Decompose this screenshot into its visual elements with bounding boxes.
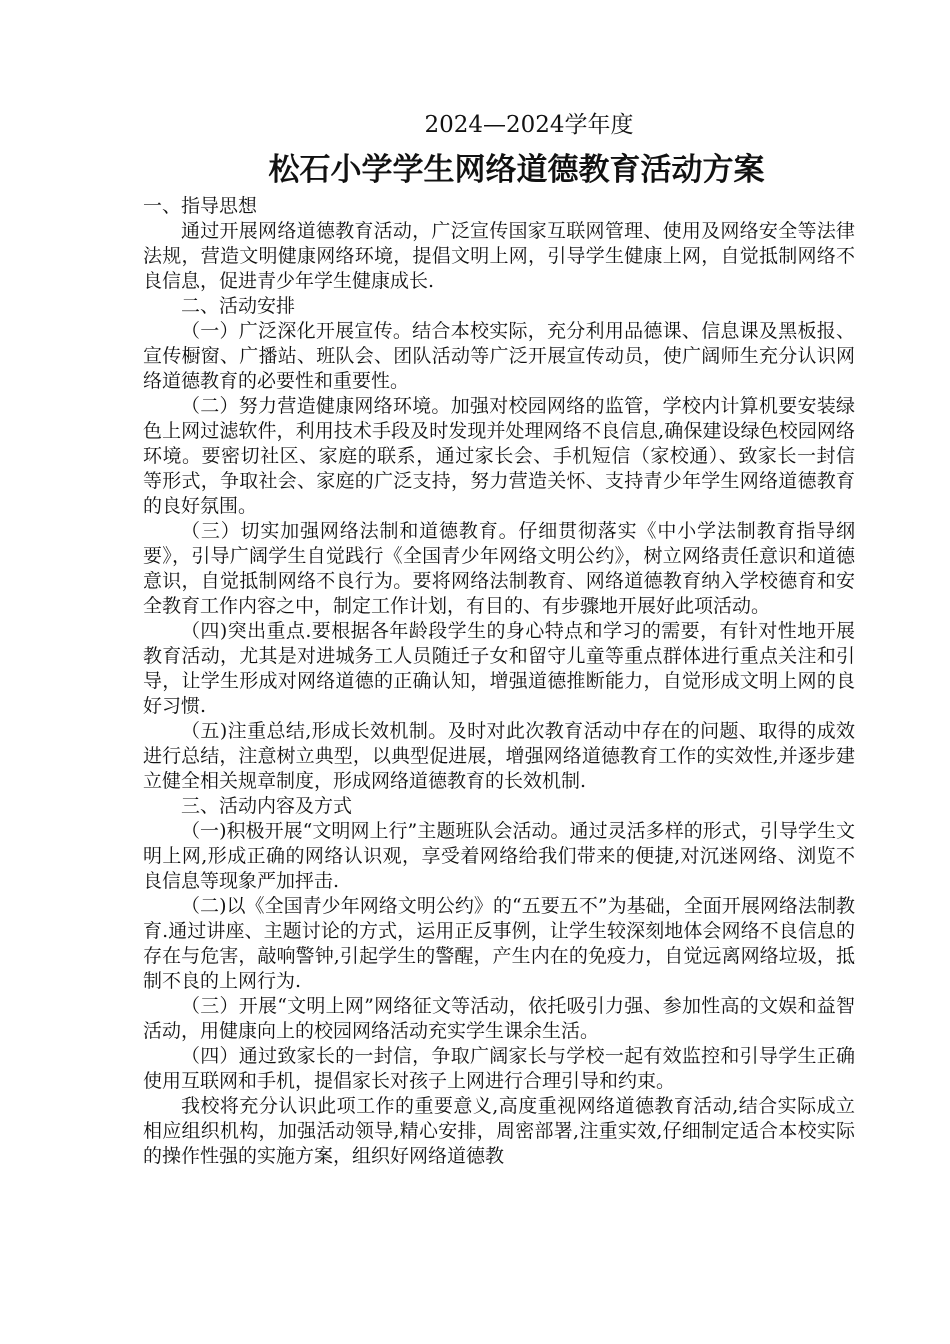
paragraph: （三）开展“文明上网”网络征文等活动，依托吸引力强、参加性高的文娱和益智活动，用健康向上的校园网络活动充实学生课余生活。	[143, 995, 855, 1042]
paragraph: （一)积极开展“文明网上行”主题班队会活动。通过灵活多样的形式，引导学生文明上网,形成正确的网络认识观，享受着网络给我们带来的便捷,对沉迷网络、浏览不良信息等现象严加抨击.	[143, 820, 855, 892]
paragraph: （二）努力营造健康网络环境。加强对校园网络的监管，学校内计算机要安装绿色上网过滤软件，利用技术手段及时发现并处理网络不良信息,确保建设绿色校园网络环境。要密切社区、家庭的联系，通过家长会、手机短信（家校通）、致家长一封信等形式，争取社会、家庭的广泛支持，努力营造关怀、支持青少年学生网络道德教育的良好氛围。	[143, 395, 855, 517]
section-heading-activity-arrangement: 二、活动安排	[181, 295, 296, 317]
section-heading-content-and-methods: 三、活动内容及方式	[181, 795, 353, 817]
paragraph: 我校将充分认识此项工作的重要意义,高度重视网络道德教育活动,结合实际成立相应组织机构，加强活动领导,精心安排，周密部署,注重实效,仔细制定适合本校实际的操作性强的实施方案，组织好网络道德教	[143, 1095, 855, 1167]
paragraph: （二)以《全国青少年网络文明公约》的“五要五不”为基础，全面开展网络法制教育.通过讲座、主题讨论的方式，运用正反事例，让学生较深刻地体会网络不良信息的存在与危害，敲响警钟,引起学生的警醒，产生内在的免疫力，自觉远离网络垃圾，抵制不良的上网行为.	[143, 895, 855, 992]
paragraph: 通过开展网络道德教育活动，广泛宣传国家互联网管理、使用及网络安全等法律法规，营造文明健康网络环境，提倡文明上网，引导学生健康上网，自觉抵制网络不良信息，促进青少年学生健康成长.	[143, 220, 855, 292]
section-heading-guiding-ideology: 一、指导思想	[143, 195, 258, 217]
document-year: 2024—2024学年度	[424, 112, 634, 138]
paragraph: （五)注重总结,形成长效机制。及时对此次教育活动中存在的问题、取得的成效进行总结，注意树立典型，以典型促进展，增强网络道德教育工作的实效性,并逐步建立健全相关规章制度，形成网络道德教育的长效机制.	[143, 720, 855, 792]
paragraph: （四)突出重点.要根据各年龄段学生的身心特点和学习的需要，有针对性地开展教育活动，尤其是对进城务工人员随迁子女和留守儿童等重点群体进行重点关注和引导，让学生形成对网络道德的正确认知，增强道德推断能力，自觉形成文明上网的良好习惯.	[143, 620, 855, 717]
paragraph: （三）切实加强网络法制和道德教育。仔细贯彻落实《中小学法制教育指导纲要》，引导广阔学生自觉践行《全国青少年网络文明公约》，树立网络责任意识和道德意识，自觉抵制网络不良行为。要将网络法制教育、网络道德教育纳入学校德育和安全教育工作内容之中，制定工作计划，有目的、有步骤地开展好此项活动。	[143, 520, 855, 617]
document-title: 松石小学学生网络道德教育活动方案	[268, 152, 765, 188]
paragraph: （一）广泛深化开展宣传。结合本校实际，充分利用品德课、信息课及黑板报、宣传橱窗、广播站、班队会、团队活动等广泛开展宣传动员，使广阔师生充分认识网络道德教育的必要性和重要性。	[143, 320, 855, 392]
paragraph: （四）通过致家长的一封信，争取广阔家长与学校一起有效监控和引导学生正确使用互联网和手机，提倡家长对孩子上网进行合理引导和约束。	[143, 1045, 855, 1092]
document-page	[143, 108, 855, 1169]
document-body	[143, 194, 855, 1169]
